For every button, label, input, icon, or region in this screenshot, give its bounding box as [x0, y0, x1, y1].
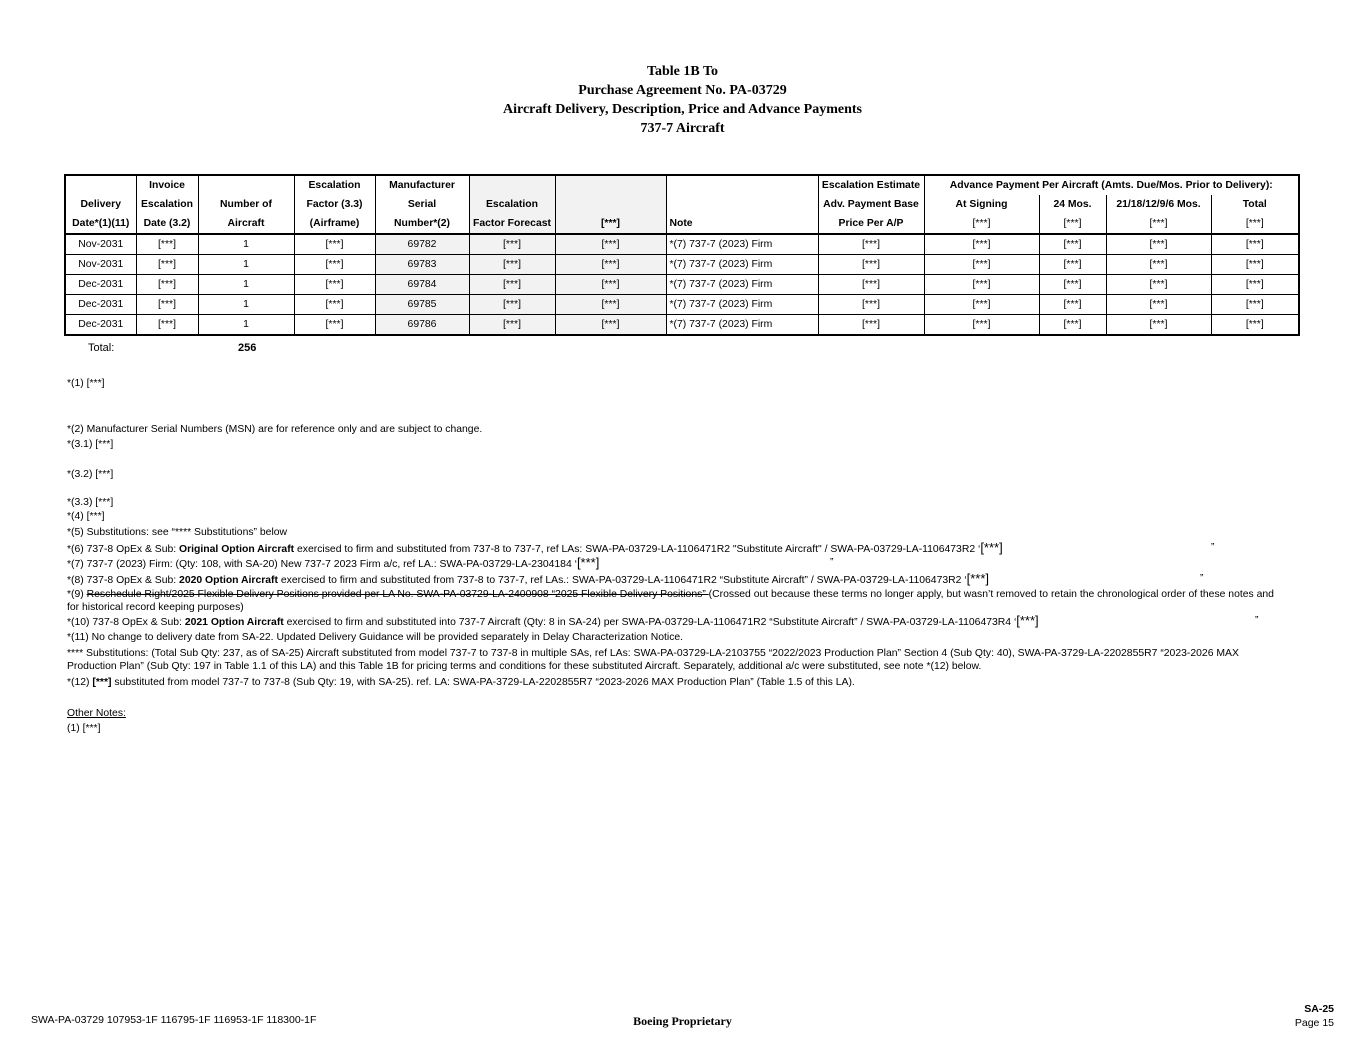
note-8-close-quote: ”	[1200, 573, 1204, 584]
footer-proprietary: Boeing Proprietary	[633, 1014, 732, 1028]
note-7	[67, 556, 599, 571]
note-8-prefix: *(8) 737-8 OpEx & Sub:	[67, 575, 180, 586]
header-cell	[555, 175, 666, 195]
header-cell: Invoice	[136, 175, 198, 195]
table-cell: [***]	[136, 234, 198, 255]
note-2: *(2) Manufacturer Serial Numbers (MSN) are for reference only and are subject to change.	[67, 424, 483, 435]
table-cell: [***]	[469, 255, 555, 275]
table-cell: [***]	[1039, 295, 1106, 315]
header-cell: Delivery	[80, 199, 121, 210]
note-7-redacted: [***]	[576, 555, 600, 570]
table-cell: [***]	[1106, 295, 1211, 315]
note-5: *(5) Substitutions: see “**** Substitutions” below	[67, 527, 288, 538]
table-cell: [***]	[136, 295, 198, 315]
header-cell: Adv. Payment Base	[818, 195, 924, 214]
title-line-1: Table 1B To	[646, 64, 719, 79]
note-6	[67, 541, 1003, 556]
table-cell: [***]	[1106, 234, 1211, 255]
note-6-text: exercised to firm and substituted from 737-8 to 737-7, ref LAs: SWA-PA-03729-LA-1106471R2 "Substitute Aircraft" / SWA-PA-03729-LA-1106473R2 ‘	[294, 544, 981, 555]
note-10-prefix: *(10) 737-8 OpEx & Sub:	[67, 617, 185, 628]
table-cell: [***]	[818, 234, 924, 255]
header-cell: Escalation	[294, 175, 375, 195]
table-cell: [***]	[818, 315, 924, 336]
table-cell: [***]	[1211, 275, 1299, 295]
table-cell: Dec-2031	[65, 295, 136, 315]
header-cell	[666, 195, 818, 214]
table-cell: *(7) 737-7 (2023) Firm	[666, 275, 818, 295]
note-11: *(11) No change to delivery date from SA-22. Updated Delivery Guidance will be provided separately in Delay Characterization Notice.	[67, 632, 684, 643]
table-cell: [***]	[294, 275, 375, 295]
table-cell: [***]	[294, 315, 375, 336]
table-cell: [***]	[136, 255, 198, 275]
header-cell: Price Per A/P	[818, 214, 924, 234]
note-8-redacted: [***]	[966, 571, 990, 586]
title-line-4: 737-7 Aircraft	[640, 121, 725, 136]
note-12-bold: [***]	[92, 677, 112, 688]
header-cell: Number of	[198, 195, 294, 214]
note-3-2: *(3.2) [***]	[67, 469, 114, 480]
table-cell: *(7) 737-7 (2023) Firm	[666, 255, 818, 275]
table-cell: [***]	[924, 255, 1039, 275]
table-cell: [***]	[469, 275, 555, 295]
footer-sa: SA-25	[1304, 1003, 1334, 1015]
table-cell: [***]	[136, 275, 198, 295]
header-cell	[555, 195, 666, 214]
table-cell: 1	[198, 255, 294, 275]
table-cell: [***]	[1039, 315, 1106, 336]
note-12-prefix: *(12)	[67, 677, 93, 688]
note-10-close-quote: ”	[1255, 615, 1259, 626]
table-cell: [***]	[294, 295, 375, 315]
aircraft-delivery-table	[64, 174, 1300, 336]
note-10	[67, 614, 1039, 629]
table-row	[65, 295, 1299, 315]
header-cell	[65, 175, 136, 195]
note-10-bold: 2021 Option Aircraft	[184, 617, 284, 628]
header-cell: Note	[666, 214, 818, 234]
header-cell: [***]	[1211, 214, 1299, 234]
other-note-1: (1) [***]	[67, 723, 101, 734]
header-cell: At Signing	[924, 195, 1039, 214]
table-cell: [***]	[469, 315, 555, 336]
header-cell: Manufacturer	[375, 175, 469, 195]
table-cell: [***]	[1106, 315, 1211, 336]
table-cell: [***]	[555, 315, 666, 336]
table-row	[65, 275, 1299, 295]
note-8-bold: 2020 Option Aircraft	[179, 575, 278, 586]
header-cell: Factor (3.3)	[294, 195, 375, 214]
header-cell: Date*(1)(11)	[65, 214, 136, 234]
header-cell: [***]	[924, 214, 1039, 234]
note-7-close-quote: ”	[830, 557, 834, 568]
table-row	[65, 234, 1299, 255]
table-cell: [***]	[1211, 315, 1299, 336]
header-cell: Factor Forecast	[469, 214, 555, 234]
table-row	[65, 255, 1299, 275]
header-cell: [***]	[555, 214, 666, 234]
total-label: Total:	[88, 342, 115, 354]
header-cell: Escalation Estimate	[818, 175, 924, 195]
table-cell: 1	[198, 295, 294, 315]
table-cell: 69786	[375, 315, 469, 336]
table-cell: Nov-2031	[65, 234, 136, 255]
total-row	[88, 342, 257, 354]
title-line-2: Purchase Agreement No. PA-03729	[578, 83, 787, 98]
table-cell: *(7) 737-7 (2023) Firm	[666, 295, 818, 315]
header-cell: (Airframe)	[294, 214, 375, 234]
note-8-text: exercised to firm and substituted from 737-8 to 737-7, ref LAs.: SWA-PA-03729-LA-1106471R2 “Substitute Aircraft” / SWA-PA-03729-LA-1106473R2 ‘	[277, 575, 967, 586]
table-cell: [***]	[294, 255, 375, 275]
footer-reference: SWA-PA-03729 107953-1F 116795-1F 116953-1F 118300-1F	[31, 1014, 317, 1026]
table-cell: [***]	[469, 234, 555, 255]
table-cell: [***]	[136, 315, 198, 336]
table-cell: [***]	[924, 234, 1039, 255]
header-cell	[469, 175, 555, 195]
table-cell: [***]	[1211, 234, 1299, 255]
document-title	[0, 62, 1365, 138]
table-cell: [***]	[924, 275, 1039, 295]
table-cell: [***]	[1106, 255, 1211, 275]
header-cell: [***]	[1039, 214, 1106, 234]
note-6-bold: Original Option Aircraft	[179, 544, 295, 555]
table-row	[65, 315, 1299, 336]
table-cell: [***]	[818, 295, 924, 315]
header-cell-advance-payment: Advance Payment Per Aircraft (Amts. Due/Mos. Prior to Delivery):	[924, 175, 1299, 195]
note-3-3: *(3.3) [***]	[67, 497, 114, 508]
footer-page-info	[1295, 1002, 1334, 1030]
table-cell: [***]	[555, 255, 666, 275]
header-cell	[198, 175, 294, 195]
table-cell: 1	[198, 315, 294, 336]
table-cell: 1	[198, 234, 294, 255]
header-cell: [***]	[1106, 214, 1211, 234]
title-line-3: Aircraft Delivery, Description, Price and Advance Payments	[502, 102, 862, 117]
note-9-prefix: *(9)	[67, 589, 87, 600]
table-cell: 69784	[375, 275, 469, 295]
note-12	[67, 676, 855, 689]
header-cell: Aircraft	[198, 214, 294, 234]
note-9	[67, 588, 1287, 615]
note-1: *(1) [***]	[67, 378, 105, 389]
table-cell: Dec-2031	[78, 319, 124, 330]
footer-page: Page 15	[1294, 1017, 1334, 1029]
header-cell: 24 Mos.	[1039, 195, 1106, 214]
header-cell: Escalation	[136, 195, 198, 214]
header-cell: Escalation	[469, 195, 555, 214]
header-cell: Number*(2)	[375, 214, 469, 234]
note-10-text: exercised to firm and substituted into 737-7 Aircraft (Qty: 8 in SA-24) per SWA-PA-03729-LA-1106471R2 “Substitute Aircraft” / SWA-PA-03729-LA-1106473R4 ‘	[283, 617, 1017, 628]
table-cell: [***]	[924, 295, 1039, 315]
table-cell: [***]	[1211, 295, 1299, 315]
note-6-redacted: [***]	[980, 540, 1003, 555]
table-cell: [***]	[555, 234, 666, 255]
header-cell: Date (3.2)	[136, 214, 198, 234]
table-cell: [***]	[294, 234, 375, 255]
table-cell: [***]	[818, 255, 924, 275]
table-cell: [***]	[1039, 275, 1106, 295]
table-cell: Dec-2031	[65, 275, 136, 295]
table-cell: [***]	[555, 275, 666, 295]
note-10-redacted: [***]	[1016, 613, 1039, 628]
header-cell: Serial	[375, 195, 469, 214]
table-cell: *(7) 737-7 (2023) Firm	[666, 234, 818, 255]
table-cell: [***]	[555, 295, 666, 315]
note-6-prefix: *(6) 737-8 OpEx & Sub:	[67, 544, 180, 555]
table-cell: *(7) 737-7 (2023) Firm	[666, 315, 818, 336]
note-12-text: substituted from model 737-7 to 737-8 (Sub Qty: 19, with SA-25). ref. LA: SWA-PA-3729-LA-2202855R7 “2023-2026 MAX Production Plan” (Table 1.5 of this LA).	[111, 677, 855, 688]
note-7-text: *(7) 737-7 (2023) Firm: (Qty: 108, with SA-20) New 737-7 2023 Firm a/c, ref LA.: SWA-PA-03729-LA-2304184 ‘	[67, 559, 577, 570]
table-cell: [***]	[1039, 255, 1106, 275]
header-cell: Total	[1211, 195, 1299, 214]
table-cell: 69783	[375, 255, 469, 275]
table-cell: [***]	[1211, 255, 1299, 275]
note-9-struck: Reschedule Right/2025 Flexible Delivery Positions provided per LA No. SWA-PA-03729-LA-2400908 “2025 Flexible Delivery Positions”	[86, 589, 709, 600]
note-3-1: *(3.1) [***]	[67, 439, 114, 450]
note-8	[67, 572, 989, 587]
other-notes-heading: Other Notes:	[67, 708, 126, 719]
total-value: 256	[238, 342, 257, 354]
header-cell	[666, 175, 818, 195]
note-4: *(4) [***]	[67, 511, 105, 522]
table-cell: Nov-2031	[65, 255, 136, 275]
table-cell: [***]	[1106, 275, 1211, 295]
note-substitutions: **** Substitutions: (Total Sub Qty: 237, as of SA-25) Aircraft substituted from model 737-7 to 737-8 in multiple SAs, ref LAs: SWA-PA-03729-LA-2103755 “2022/2023 Production Plan” Section 4 (Sub Qty: 40), SWA-PA-3729-LA-2202855R7 “2023-2026 MAX Production Plan” (Sub Qty: 197 in Table 1.1 of this LA) and this Table 1B for pricing terms and conditions for these substituted Aircraft. Separately, additional a/c were substituted, see note *(12) below.	[67, 648, 1239, 672]
table-cell: [***]	[924, 315, 1039, 336]
table-cell: [***]	[1039, 234, 1106, 255]
table-cell: 69785	[375, 295, 469, 315]
note-6-close-quote: ”	[1211, 542, 1215, 553]
header-cell: 21/18/12/9/6 Mos.	[1106, 195, 1211, 214]
table-cell: 69782	[375, 234, 469, 255]
table-cell: [***]	[818, 275, 924, 295]
table-cell: [***]	[469, 295, 555, 315]
note-9-text: (Crossed out because these terms no longer apply, but wasn’t removed to retain the chronological order of these notes and for historical record keeping purposes)	[67, 589, 1274, 613]
table-cell: 1	[198, 275, 294, 295]
